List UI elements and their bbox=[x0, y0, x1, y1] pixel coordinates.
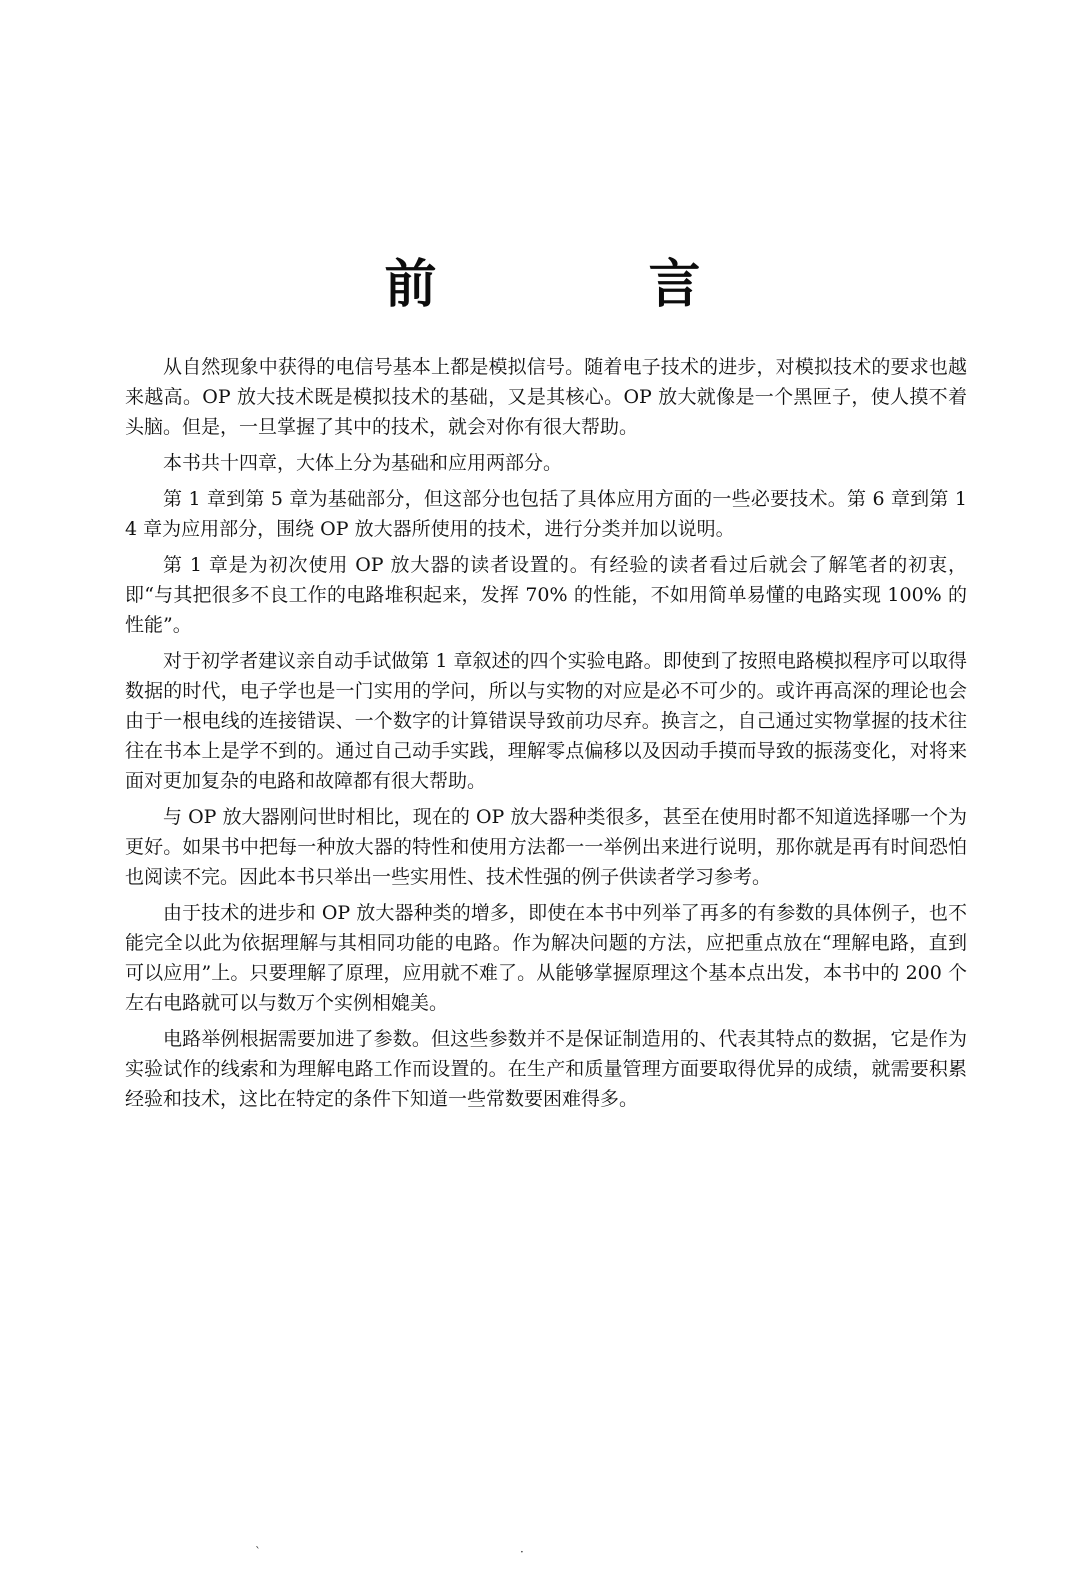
paragraph-5: 对于初学者建议亲自动手试做第 1 章叙述的四个实验电路。即使到了按照电路模拟程序可以取得数据的时代，电子学也是一门实用的学问，所以与实物的对应是必不可少的。或许再高深的理论也会由于一根电线的连接错误、一个数字的计算错误导致前功尽弃。换言之，自己通过实物掌握的技术往往在书本上是学不到的。通过自己动手实践，理解零点偏移以及因动手摸而导致的振荡变化，对将来面对更加复杂的电路和故障都有很大帮助。 bbox=[125, 650, 967, 792]
paragraph-7: 由于技术的进步和 OP 放大器种类的增多，即使在本书中列举了再多的有参数的具体例子，也不能完全以此为依据理解与其相同功能的电路。作为解决问题的方法，应把重点放在“理解电路，直到可以应用”上。只要理解了原理，应用就不难了。从能够掌握原理这个基本点出发，本书中的 200 个左右电路就可以与数万个实例相媲美。 bbox=[125, 902, 967, 1014]
paragraph-4: 第 1 章是为初次使用 OP 放大器的读者设置的。有经验的读者看过后就会了解笔者的初衷，即“与其把很多不良工作的电路堆积起来，发挥 70% 的性能，不如用简单易懂的电路实现 100% 的性能”。 bbox=[125, 554, 967, 636]
scan-speck-right: · bbox=[520, 1545, 524, 1559]
paragraph-2: 本书共十四章，大体上分为基础和应用两部分。 bbox=[163, 452, 563, 474]
page-title: 前 言 bbox=[384, 255, 781, 315]
preface-body bbox=[125, 352, 967, 1120]
scan-speck-left: ` bbox=[255, 1545, 261, 1559]
paragraph-8: 电路举例根据需要加进了参数。但这些参数并不是保证制造用的、代表其特点的数据，它是作为实验试作的线索和为理解电路工作而设置的。在生产和质量管理方面要取得优异的成绩，就需要积累经验和技术，这比在特定的条件下知道一些常数要困难得多。 bbox=[125, 1028, 967, 1110]
paragraph-1: 从自然现象中获得的电信号基本上都是模拟信号。随着电子技术的进步，对模拟技术的要求也越来越高。OP 放大技术既是模拟技术的基础，又是其核心。OP 放大就像是一个黑匣子，使人摸不着头脑。但是，一旦掌握了其中的技术，就会对你有很大帮助。 bbox=[125, 356, 967, 438]
paragraph-6: 与 OP 放大器刚问世时相比，现在的 OP 放大器种类很多，甚至在使用时都不知道选择哪一个为更好。如果书中把每一种放大器的特性和使用方法都一一举例出来进行说明，那你就是再有时间恐怕也阅读不完。因此本书只举出一些实用性、技术性强的例子供读者学习参考。 bbox=[125, 806, 967, 888]
paragraph-3: 第 1 章到第 5 章为基础部分，但这部分也包括了具体应用方面的一些必要技术。第 6 章到第 14 章为应用部分，围绕 OP 放大器所使用的技术，进行分类并加以说明。 bbox=[125, 488, 967, 540]
